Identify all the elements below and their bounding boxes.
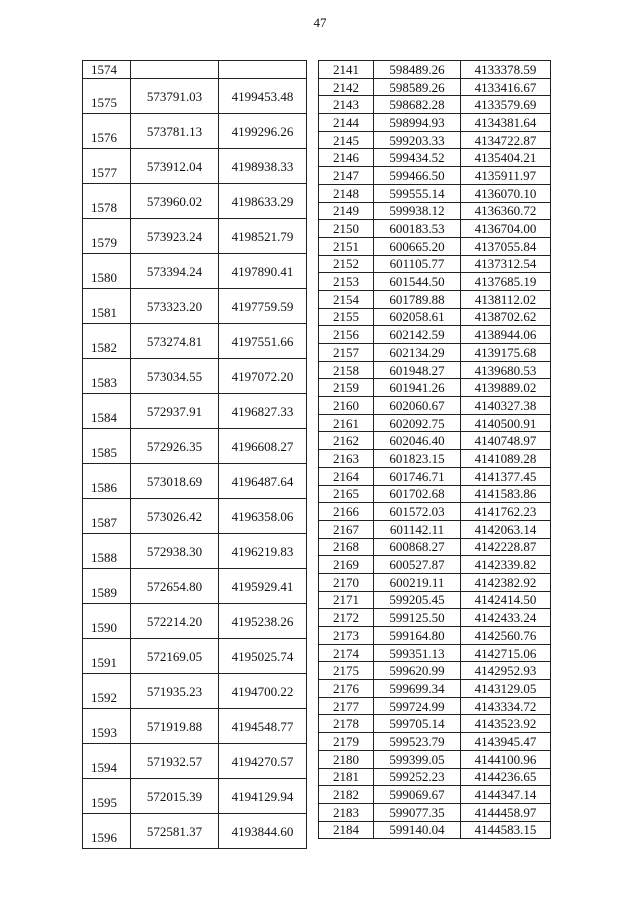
- x-coordinate: 573791.03: [131, 79, 219, 114]
- y-coordinate: 4139680.53: [461, 361, 551, 379]
- y-coordinate: 4194129.94: [219, 779, 307, 814]
- y-coordinate: 4195929.41: [219, 569, 307, 604]
- x-coordinate: 599140.04: [374, 821, 461, 839]
- y-coordinate: 4198521.79: [219, 219, 307, 254]
- x-coordinate: 573034.55: [131, 359, 219, 394]
- table-row: [319, 485, 551, 503]
- x-coordinate: 599555.14: [374, 184, 461, 202]
- y-coordinate: 4140500.91: [461, 414, 551, 432]
- table-row: [83, 289, 307, 324]
- x-coordinate: 601572.03: [374, 503, 461, 521]
- y-coordinate: 4196487.64: [219, 464, 307, 499]
- y-coordinate: [219, 61, 307, 79]
- point-number: 2183: [319, 803, 374, 821]
- table-row: [319, 715, 551, 733]
- x-coordinate: 598589.26: [374, 78, 461, 96]
- point-number: 2168: [319, 538, 374, 556]
- table-row: [319, 680, 551, 698]
- table-row: [83, 499, 307, 534]
- y-coordinate: 4136070.10: [461, 184, 551, 202]
- point-number: 2167: [319, 520, 374, 538]
- table-row: [319, 803, 551, 821]
- y-coordinate: 4141377.45: [461, 467, 551, 485]
- point-number: 1592: [83, 674, 131, 709]
- point-number: 1594: [83, 744, 131, 779]
- x-coordinate: 573274.81: [131, 324, 219, 359]
- y-coordinate: 4136360.72: [461, 202, 551, 220]
- y-coordinate: 4143945.47: [461, 733, 551, 751]
- table-row: [319, 131, 551, 149]
- point-number: 2175: [319, 662, 374, 680]
- y-coordinate: 4144583.15: [461, 821, 551, 839]
- y-coordinate: 4196358.06: [219, 499, 307, 534]
- x-coordinate: 599699.34: [374, 680, 461, 698]
- table-row: [319, 78, 551, 96]
- y-coordinate: 4134722.87: [461, 131, 551, 149]
- x-coordinate: 599523.79: [374, 733, 461, 751]
- table-row: [319, 556, 551, 574]
- y-coordinate: 4198633.29: [219, 184, 307, 219]
- x-coordinate: 601746.71: [374, 467, 461, 485]
- y-coordinate: 4195025.74: [219, 639, 307, 674]
- y-coordinate: 4194270.57: [219, 744, 307, 779]
- point-number: 1575: [83, 79, 131, 114]
- x-coordinate: 599705.14: [374, 715, 461, 733]
- point-number: 1588: [83, 534, 131, 569]
- point-number: 2178: [319, 715, 374, 733]
- table-row: [319, 450, 551, 468]
- point-number: 2146: [319, 149, 374, 167]
- table-row: [83, 254, 307, 289]
- table-row: [319, 379, 551, 397]
- y-coordinate: 4140748.97: [461, 432, 551, 450]
- point-number: 1589: [83, 569, 131, 604]
- table-row: [83, 219, 307, 254]
- table-row: [83, 394, 307, 429]
- y-coordinate: 4142228.87: [461, 538, 551, 556]
- y-coordinate: 4196608.27: [219, 429, 307, 464]
- x-coordinate: 573923.24: [131, 219, 219, 254]
- x-coordinate: 601789.88: [374, 290, 461, 308]
- table-row: [83, 114, 307, 149]
- x-coordinate: 600527.87: [374, 556, 461, 574]
- point-number: 2163: [319, 450, 374, 468]
- x-coordinate: 601941.26: [374, 379, 461, 397]
- point-number: 2181: [319, 768, 374, 786]
- table-row: [83, 184, 307, 219]
- y-coordinate: 4143523.92: [461, 715, 551, 733]
- y-coordinate: 4139889.02: [461, 379, 551, 397]
- point-number: 2145: [319, 131, 374, 149]
- y-coordinate: 4133579.69: [461, 96, 551, 114]
- point-number: 1584: [83, 394, 131, 429]
- right-coordinates-table: [318, 60, 551, 839]
- y-coordinate: 4142952.93: [461, 662, 551, 680]
- x-coordinate: 599164.80: [374, 627, 461, 645]
- point-number: 2179: [319, 733, 374, 751]
- y-coordinate: 4194700.22: [219, 674, 307, 709]
- x-coordinate: 599724.99: [374, 697, 461, 715]
- x-coordinate: 599351.13: [374, 644, 461, 662]
- x-coordinate: 601142.11: [374, 520, 461, 538]
- y-coordinate: 4142560.76: [461, 627, 551, 645]
- y-coordinate: 4134381.64: [461, 114, 551, 132]
- point-number: 1596: [83, 814, 131, 849]
- x-coordinate: 600868.27: [374, 538, 461, 556]
- x-coordinate: 573323.20: [131, 289, 219, 324]
- y-coordinate: 4144236.65: [461, 768, 551, 786]
- point-number: 2165: [319, 485, 374, 503]
- point-number: 2156: [319, 326, 374, 344]
- point-number: 2173: [319, 627, 374, 645]
- x-coordinate: 599069.67: [374, 786, 461, 804]
- point-number: 2155: [319, 308, 374, 326]
- point-number: 2154: [319, 290, 374, 308]
- y-coordinate: 4195238.26: [219, 604, 307, 639]
- x-coordinate: 573394.24: [131, 254, 219, 289]
- y-coordinate: 4142339.82: [461, 556, 551, 574]
- point-number: 2180: [319, 750, 374, 768]
- y-coordinate: 4144458.97: [461, 803, 551, 821]
- x-coordinate: 572926.35: [131, 429, 219, 464]
- page-number: 47: [313, 15, 327, 30]
- y-coordinate: 4141089.28: [461, 450, 551, 468]
- x-coordinate: 602142.59: [374, 326, 461, 344]
- x-coordinate: 599077.35: [374, 803, 461, 821]
- y-coordinate: 4139175.68: [461, 344, 551, 362]
- point-number: 2184: [319, 821, 374, 839]
- y-coordinate: 4137312.54: [461, 255, 551, 273]
- table-row: [319, 149, 551, 167]
- x-coordinate: 572581.37: [131, 814, 219, 849]
- y-coordinate: 4133378.59: [461, 61, 551, 79]
- point-number: 2142: [319, 78, 374, 96]
- y-coordinate: 4142063.14: [461, 520, 551, 538]
- y-coordinate: 4197551.66: [219, 324, 307, 359]
- x-coordinate: 599205.45: [374, 591, 461, 609]
- y-coordinate: 4137685.19: [461, 273, 551, 291]
- x-coordinate: 601702.68: [374, 485, 461, 503]
- table-row: [319, 220, 551, 238]
- y-coordinate: 4144347.14: [461, 786, 551, 804]
- point-number: 2166: [319, 503, 374, 521]
- table-row: [319, 467, 551, 485]
- x-coordinate: 572015.39: [131, 779, 219, 814]
- point-number: 2157: [319, 344, 374, 362]
- y-coordinate: 4199296.26: [219, 114, 307, 149]
- x-coordinate: 601948.27: [374, 361, 461, 379]
- table-row: [319, 308, 551, 326]
- point-number: 2147: [319, 167, 374, 185]
- point-number: 2151: [319, 237, 374, 255]
- y-coordinate: 4136704.00: [461, 220, 551, 238]
- table-row: [319, 361, 551, 379]
- x-coordinate: 599252.23: [374, 768, 461, 786]
- point-number: 1590: [83, 604, 131, 639]
- x-coordinate: 571932.57: [131, 744, 219, 779]
- point-number: 1591: [83, 639, 131, 674]
- y-coordinate: 4138112.02: [461, 290, 551, 308]
- x-coordinate: 601823.15: [374, 450, 461, 468]
- y-coordinate: 4142414.50: [461, 591, 551, 609]
- table-row: [319, 273, 551, 291]
- table-row: [319, 290, 551, 308]
- x-coordinate: 600219.11: [374, 573, 461, 591]
- x-coordinate: 572654.80: [131, 569, 219, 604]
- y-coordinate: 4142433.24: [461, 609, 551, 627]
- x-coordinate: 598682.28: [374, 96, 461, 114]
- point-number: 2150: [319, 220, 374, 238]
- table-row: [83, 709, 307, 744]
- point-number: 2174: [319, 644, 374, 662]
- y-coordinate: 4144100.96: [461, 750, 551, 768]
- point-number: 2161: [319, 414, 374, 432]
- y-coordinate: 4143334.72: [461, 697, 551, 715]
- x-coordinate: 572938.30: [131, 534, 219, 569]
- point-number: 1593: [83, 709, 131, 744]
- y-coordinate: 4142715.06: [461, 644, 551, 662]
- table-row: [83, 639, 307, 674]
- x-coordinate: 602046.40: [374, 432, 461, 450]
- table-row: [319, 697, 551, 715]
- table-row: [319, 432, 551, 450]
- table-row: [319, 61, 551, 79]
- table-row: [83, 61, 307, 79]
- table-row: [319, 750, 551, 768]
- x-coordinate: 599399.05: [374, 750, 461, 768]
- y-coordinate: 4197759.59: [219, 289, 307, 324]
- y-coordinate: 4197890.41: [219, 254, 307, 289]
- x-coordinate: 599125.50: [374, 609, 461, 627]
- point-number: 2169: [319, 556, 374, 574]
- x-coordinate: 599466.50: [374, 167, 461, 185]
- table-row: [319, 202, 551, 220]
- table-row: [319, 344, 551, 362]
- table-row: [319, 184, 551, 202]
- x-coordinate: 572169.05: [131, 639, 219, 674]
- table-row: [83, 604, 307, 639]
- x-coordinate: 599434.52: [374, 149, 461, 167]
- point-number: 2172: [319, 609, 374, 627]
- point-number: 2177: [319, 697, 374, 715]
- table-row: [319, 255, 551, 273]
- table-row: [83, 324, 307, 359]
- table-row: [319, 573, 551, 591]
- point-number: 1578: [83, 184, 131, 219]
- table-row: [83, 779, 307, 814]
- point-number: 1586: [83, 464, 131, 499]
- x-coordinate: 602060.67: [374, 397, 461, 415]
- y-coordinate: 4140327.38: [461, 397, 551, 415]
- point-number: 2141: [319, 61, 374, 79]
- y-coordinate: 4197072.20: [219, 359, 307, 394]
- table-row: [319, 609, 551, 627]
- x-coordinate: 602092.75: [374, 414, 461, 432]
- x-coordinate: 572937.91: [131, 394, 219, 429]
- y-coordinate: 4193844.60: [219, 814, 307, 849]
- point-number: 1576: [83, 114, 131, 149]
- x-coordinate: 599938.12: [374, 202, 461, 220]
- x-coordinate: [131, 61, 219, 79]
- table-row: [83, 429, 307, 464]
- x-coordinate: 598994.93: [374, 114, 461, 132]
- point-number: 1585: [83, 429, 131, 464]
- point-number: 2164: [319, 467, 374, 485]
- y-coordinate: 4142382.92: [461, 573, 551, 591]
- table-row: [83, 814, 307, 849]
- point-number: 1583: [83, 359, 131, 394]
- x-coordinate: 601544.50: [374, 273, 461, 291]
- y-coordinate: 4137055.84: [461, 237, 551, 255]
- x-coordinate: 598489.26: [374, 61, 461, 79]
- table-row: [319, 237, 551, 255]
- point-number: 2153: [319, 273, 374, 291]
- x-coordinate: 602058.61: [374, 308, 461, 326]
- x-coordinate: 573781.13: [131, 114, 219, 149]
- x-coordinate: 573026.42: [131, 499, 219, 534]
- table-row: [319, 733, 551, 751]
- point-number: 2171: [319, 591, 374, 609]
- y-coordinate: 4198938.33: [219, 149, 307, 184]
- table-row: [83, 79, 307, 114]
- table-row: [319, 503, 551, 521]
- x-coordinate: 599620.99: [374, 662, 461, 680]
- y-coordinate: 4196219.83: [219, 534, 307, 569]
- table-row: [319, 397, 551, 415]
- table-row: [319, 414, 551, 432]
- point-number: 2170: [319, 573, 374, 591]
- table-row: [319, 662, 551, 680]
- point-number: 1582: [83, 324, 131, 359]
- point-number: 2152: [319, 255, 374, 273]
- table-row: [319, 520, 551, 538]
- table-row: [319, 538, 551, 556]
- point-number: 2176: [319, 680, 374, 698]
- y-coordinate: 4135911.97: [461, 167, 551, 185]
- point-number: 2148: [319, 184, 374, 202]
- y-coordinate: 4138702.62: [461, 308, 551, 326]
- y-coordinate: 4196827.33: [219, 394, 307, 429]
- table-row: [319, 768, 551, 786]
- x-coordinate: 572214.20: [131, 604, 219, 639]
- table-row: [83, 464, 307, 499]
- point-number: 1574: [83, 61, 131, 79]
- left-coordinates-table: [82, 60, 307, 849]
- x-coordinate: 573960.02: [131, 184, 219, 219]
- point-number: 1595: [83, 779, 131, 814]
- x-coordinate: 573018.69: [131, 464, 219, 499]
- point-number: 2144: [319, 114, 374, 132]
- table-row: [319, 591, 551, 609]
- y-coordinate: 4133416.67: [461, 78, 551, 96]
- table-row: [83, 744, 307, 779]
- table-row: [319, 114, 551, 132]
- table-row: [319, 627, 551, 645]
- x-coordinate: 571919.88: [131, 709, 219, 744]
- y-coordinate: 4199453.48: [219, 79, 307, 114]
- x-coordinate: 573912.04: [131, 149, 219, 184]
- point-number: 2158: [319, 361, 374, 379]
- y-coordinate: 4141583.86: [461, 485, 551, 503]
- point-number: 2149: [319, 202, 374, 220]
- table-row: [319, 96, 551, 114]
- table-row: [83, 359, 307, 394]
- x-coordinate: 601105.77: [374, 255, 461, 273]
- table-row: [83, 149, 307, 184]
- y-coordinate: 4138944.06: [461, 326, 551, 344]
- point-number: 1580: [83, 254, 131, 289]
- table-row: [83, 534, 307, 569]
- table-row: [319, 644, 551, 662]
- y-coordinate: 4143129.05: [461, 680, 551, 698]
- point-number: 2182: [319, 786, 374, 804]
- x-coordinate: 600665.20: [374, 237, 461, 255]
- point-number: 2159: [319, 379, 374, 397]
- point-number: 1587: [83, 499, 131, 534]
- point-number: 1577: [83, 149, 131, 184]
- x-coordinate: 602134.29: [374, 344, 461, 362]
- table-row: [319, 821, 551, 839]
- table-row: [319, 167, 551, 185]
- table-row: [83, 674, 307, 709]
- point-number: 2162: [319, 432, 374, 450]
- point-number: 2160: [319, 397, 374, 415]
- table-row: [319, 786, 551, 804]
- y-coordinate: 4194548.77: [219, 709, 307, 744]
- table-row: [83, 569, 307, 604]
- table-row: [319, 326, 551, 344]
- point-number: 2143: [319, 96, 374, 114]
- y-coordinate: 4135404.21: [461, 149, 551, 167]
- x-coordinate: 571935.23: [131, 674, 219, 709]
- y-coordinate: 4141762.23: [461, 503, 551, 521]
- x-coordinate: 600183.53: [374, 220, 461, 238]
- x-coordinate: 599203.33: [374, 131, 461, 149]
- point-number: 1579: [83, 219, 131, 254]
- point-number: 1581: [83, 289, 131, 324]
